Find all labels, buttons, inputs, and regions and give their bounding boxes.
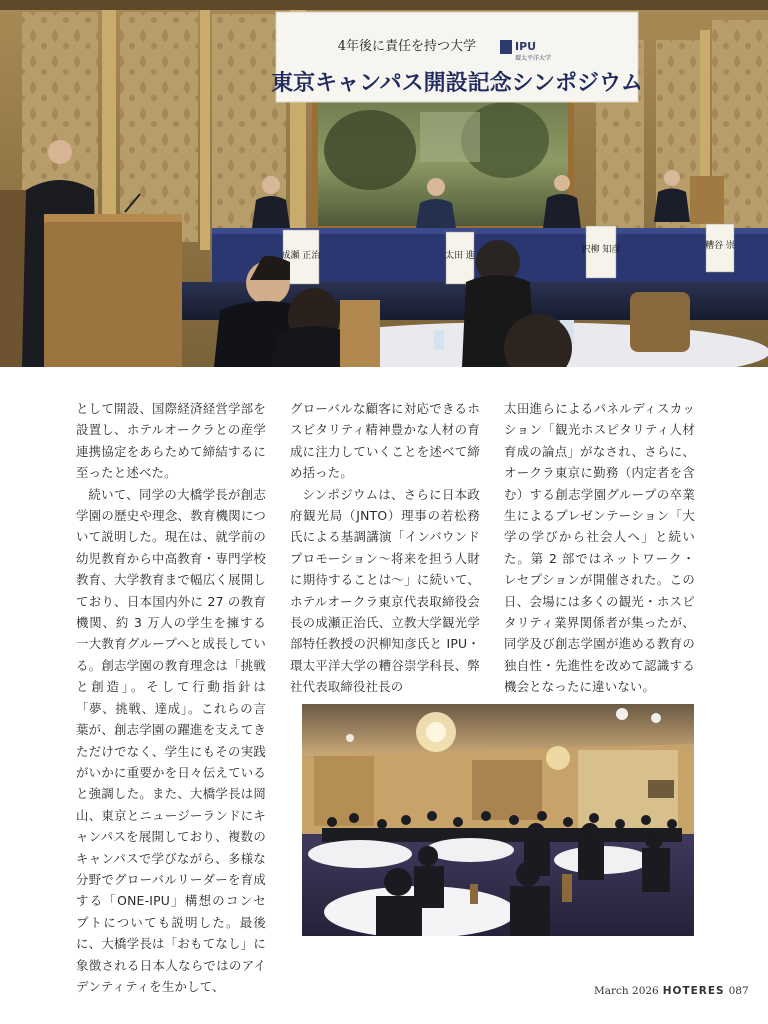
reception-photo xyxy=(302,704,694,936)
article-column-1 xyxy=(76,398,266,997)
article-paragraph: 続いて、同学の大橋学長が創志学園の歴史や理念、教育機関について説明した。現在は、就学前の幼児教育から中高教育・専門学校教育、大学教育まで幅広く展開しており、日本国内外に 27 の教育機関、約 3 万人の学生を擁する一大教育グループへと成長している。創志学園の教育理念は「挑戦と創造」。そして行動指針は「夢、挑戦、達成」。これらの言葉が、創志学園の躍進を支えてきただけでなく、学生にもその実践がいかに重要かを日々伝えていると強調した。また、大橋学長は岡山、東京とニュージーランドにキャンパスを展開しており、複数のキャンパスで学びながら、多様な分野でグローバルリーダーを育成する「ONE-IPU」構想のコンセプトについても説明した。最後に、大橋学長は「おもてなし」に象徴される日本人ならではのアイデンティティを生かして、 xyxy=(76,486,266,994)
banner-title: 東京キャンパス開設記念シンポジウム xyxy=(271,71,643,96)
article-column-3 xyxy=(504,398,695,698)
ipu-crest-icon xyxy=(500,40,512,54)
nameplate-sawayanagi: 沢柳 知彦 xyxy=(581,245,621,255)
symposium-stage-photo xyxy=(0,0,768,367)
page-number: 087 xyxy=(728,985,749,997)
article-paragraph: グローバルな顧客に対応できるホスピタリティ精神豊かな人材の育成に注力していくことを述べて締め括った。 xyxy=(290,401,480,481)
nameplate-ota: 太田 進 xyxy=(445,251,475,261)
nameplate-kasuya: 糟谷 崇 xyxy=(705,241,735,251)
page-footer xyxy=(594,985,749,997)
banner-logo-text: IPU xyxy=(515,40,537,53)
banner-logo-sub: 環太平洋大学 xyxy=(515,55,552,62)
magazine-name: HOTERES xyxy=(662,985,725,997)
issue-date: March 2026 xyxy=(594,985,659,997)
banner-subtitle: 4年後に責任を持つ大学 xyxy=(337,39,476,54)
article-paragraph: として開設、国際経済経営学部を設置し、ホテルオークラとの産学連携協定をあらためて締結するに至ったと述べた。 xyxy=(76,401,266,481)
nameplate-naruse: 成瀬 正治 xyxy=(281,251,321,261)
article-column-2 xyxy=(290,398,480,698)
article-paragraph: シンポジウムは、さらに日本政府観光局（JNTO）理事の若松務氏による基調講演「インバウンドプロモーション～将来を担う人財に期待することは～」に続いて、ホテルオークラ東京代表取締役会長の成瀬正治氏、立教大学観光学部特任教授の沢柳知彦氏と IPU・環太平洋大学の糟谷崇学科長、弊社代表取締役社長の xyxy=(290,486,480,695)
article-paragraph: 太田進らによるパネルディスカッション「観光ホスピタリティ人材育成の論点」がなされ、さらに、オークラ東京に勤務（内定者を含む）する創志学園グループの卒業生によるプレゼンテーション「大学の学びから社会人へ」と続いた。第 2 部ではネットワーク・レセプションが開催された。この日、会場には多くの観光・ホスピタリティ業界関係者が集ったが、同学及び創志学園が進める教育の独自性・先進性を改めて認識する機会となったに違いない。 xyxy=(504,401,695,695)
